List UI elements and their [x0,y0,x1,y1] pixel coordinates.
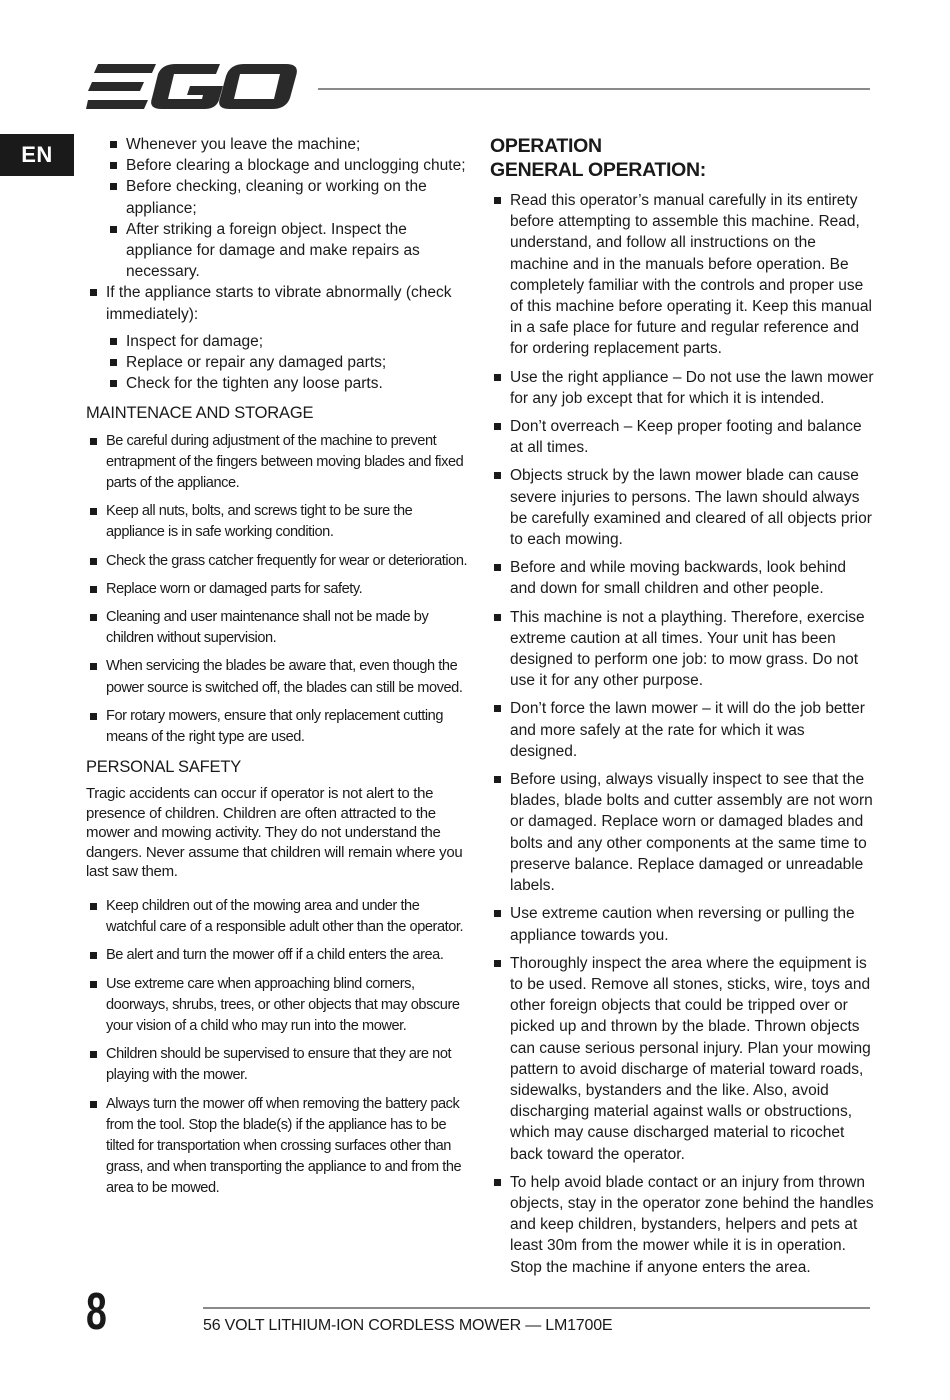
list-item: If the appliance starts to vibrate abnormally (check immediately): [86,282,470,324]
list-item: Read this operator’s manual carefully in its entirety before attempting to assemble this machine. Read, understand, and follow all instructions on the machine and in the manuals before operation. Be completely familiar with the controls and proper use of this machine before operating it. Keep this manual in a safe place for future and regular reference and for ordering replacement parts. [490,190,874,360]
language-tab: EN [0,134,74,176]
list-item: When servicing the blades be aware that, even though the power source is switched off, the blades can still be moved. [86,656,470,698]
general-operation-title: GENERAL OPERATION: [490,159,706,181]
operation-heading [490,134,874,182]
list-item: Don’t force the lawn mower – it will do the job better and more safely at the rate for which it was designed. [490,698,874,762]
list-item: Children should be supervised to ensure that they are not playing with the mower. [86,1044,470,1086]
list-item: Thoroughly inspect the area where the equipment is to be used. Remove all stones, sticks, wire, toys and other foreign objects that could be tripped over or picked up and thrown by the blade. Thrown objects can cause serious personal injury. Plan your mowing pattern to avoid discharge of material toward roads, sidewalks, bystanders and the like. Also, avoid discharging material against walls or obstructions, which may cause discharged material to ricochet back toward the operator. [490,953,874,1165]
header-rule [318,88,870,90]
personal-safety-heading: PERSONAL SAFETY [86,758,242,777]
personal-safety-list [86,896,470,1200]
list-item: After striking a foreign object. Inspect the appliance for damage and make repairs as necessary. [106,219,470,283]
list-item: Check the grass catcher frequently for wear or deterioration. [86,551,470,572]
list-item: For rotary mowers, ensure that only replacement cutting means of the right type are used. [86,706,470,748]
left-column [86,134,470,1207]
list-item: Objects struck by the lawn mower blade can cause severe injuries to persons. The lawn should always be carefully examined and cleared of all objects prior to each mowing. [490,465,874,550]
operation-title: OPERATION [490,135,602,157]
list-item: Replace or repair any damaged parts; [106,352,470,373]
list-item: Whenever you leave the machine; [106,134,470,155]
list-item: Don’t overreach – Keep proper footing and balance at all times. [490,416,874,458]
list-item: Keep all nuts, bolts, and screws tight to be sure the appliance is in safe working condition. [86,501,470,543]
list-item: Before checking, cleaning or working on the appliance; [106,176,470,218]
list-item: Before and while moving backwards, look behind and down for small children and other people. [490,557,874,599]
list-item: Use extreme care when approaching blind corners, doorways, shrubs, trees, or other objects that may obscure your vision of a child who may run into the mower. [86,974,470,1038]
list-item: Replace worn or damaged parts for safety. [86,579,470,600]
list-item: Inspect for damage; [106,331,470,352]
list-item: Keep children out of the mowing area and under the watchful care of a responsible adult other than the operator. [86,896,470,938]
list-item: Be alert and turn the mower off if a child enters the area. [86,945,470,966]
ego-logo [86,62,298,112]
general-operation-list [490,190,874,1278]
footer-title: 56 VOLT LITHIUM-ION CORDLESS MOWER — LM1700E [203,1317,613,1334]
maintenance-list [86,431,470,749]
footer-rule [203,1307,870,1309]
list-item: Use extreme caution when reversing or pulling the appliance towards you. [490,903,874,945]
vibrate-list [86,282,470,324]
list-item: Be careful during adjustment of the machine to prevent entrapment of the fingers between moving blades and fixed parts of the appliance. [86,431,470,495]
list-item: Always turn the mower off when removing the battery pack from the tool. Stop the blade(s) if the appliance has to be tilted for transportation when crossing surfaces other than grass, and when transporting the appliance to and from the area to be mowed. [86,1094,470,1200]
list-item: Cleaning and user maintenance shall not be made by children without supervision. [86,607,470,649]
list-item: This machine is not a plaything. Therefore, exercise extreme caution at all times. Your unit has been designed to perform one job: to mow grass. Do not use it for any other purpose. [490,607,874,692]
list-item: Check for the tighten any loose parts. [106,373,470,394]
list-item: Before using, always visually inspect to see that the blades, blade bolts and cutter assembly are not worn or damaged. Replace worn or damaged blades and bolts and any other components at the same time to preserve balance. Replace damaged or unreadable labels. [490,769,874,896]
page-number: 8 [86,1283,107,1341]
list-item: Use the right appliance – Do not use the lawn mower for any job except that for which it is intended. [490,367,874,409]
vibrate-sub-list [86,331,470,395]
maintenance-heading: MAINTENACE AND STORAGE [86,404,314,423]
personal-safety-intro: Tragic accidents can occur if operator is not alert to the presence of children. Children are often attracted to the mower and mowing activity. They do not understand the dangers. Never assume that children will remain where you last saw them. [86,785,463,881]
stop-conditions-list [86,134,470,282]
list-item: Before clearing a blockage and unclogging chute; [106,155,470,176]
right-column [490,134,874,1285]
list-item: To help avoid blade contact or an injury from thrown objects, stay in the operator zone behind the handles and keep children, bystanders, helpers and pets at least 30m from the mower while it is in operation. Stop the machine if anyone enters the area. [490,1172,874,1278]
